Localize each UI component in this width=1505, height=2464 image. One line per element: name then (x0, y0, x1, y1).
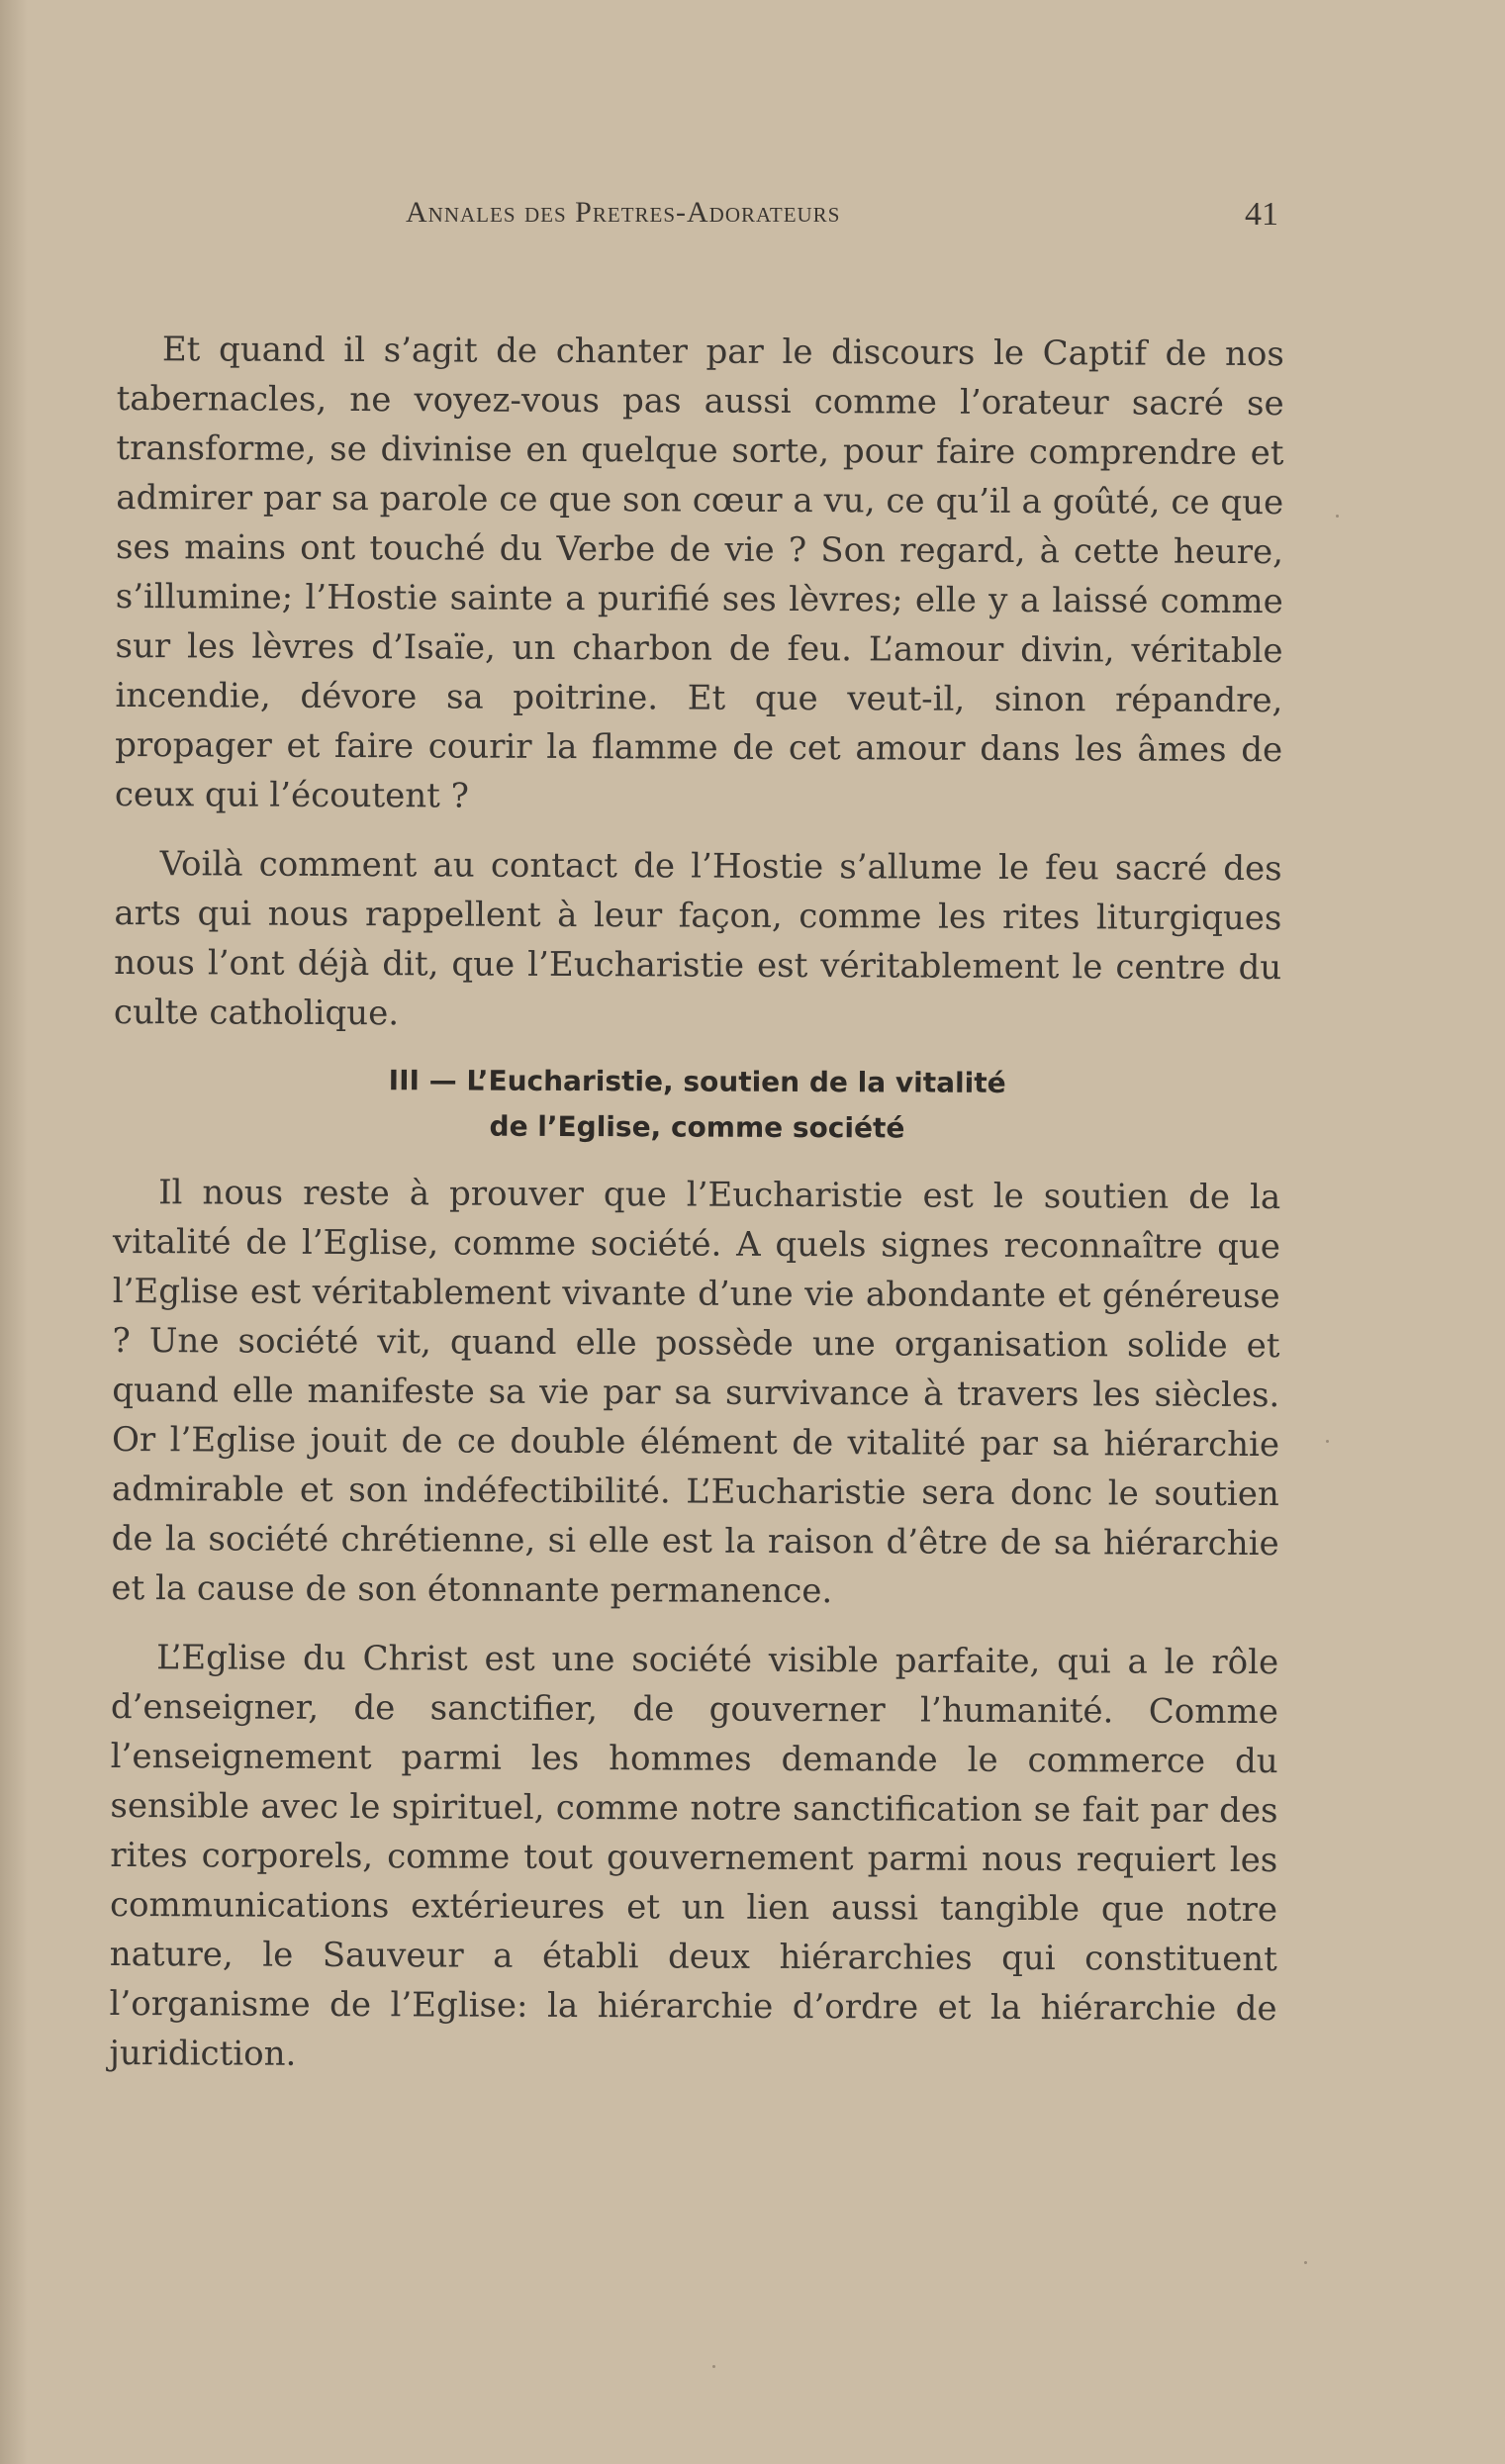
body-text (109, 325, 1284, 2103)
page-edge-shadow (0, 0, 28, 2464)
section-heading (113, 1057, 1280, 1153)
paper-speck (1336, 515, 1339, 518)
paragraph: Il nous reste à prouver que l’Eucharistie est le soutien de la vitalité de l’Eglise, comme société. A quels signes reconnaître que l’Eglise est véritablement vivante d’une vie abondante et généreuse ? Une société vit, quand elle possède une organisation solide et quand elle manifeste sa vie par sa survivance à travers les siècles. Or l’Eglise jouit de ce double élément de vitalité par sa hiérarchie admirable et son indéfectibilité. L’Eucharistie sera donc le soutien de la société chrétienne, si elle est la raison d’être de sa hiérarchie et la cause de son étonnante permanence. (111, 1173, 1281, 1612)
running-head: Annales des Pretres-Adorateurs (406, 196, 841, 229)
paragraph: L’Eglise du Christ est une société visible parfaite, qui a le rôle d’enseigner, de sanctifier, de gouverner l’humanité. Comme l’enseignement parmi les hommes demande le commerce du sensible avec le spirituel, comme notre sanctification se fait par des rites corporels, comme tout gouvernement parmi nous requiert les communications extérieures et un lien aussi tangible que notre nature, le Sauveur a établi deux hiérarchies qui constituent l’organisme de l’Eglise: la hiérarchie d’ordre et la hiérarchie de juridiction. (109, 1638, 1279, 2074)
paper-speck (1304, 2261, 1307, 2264)
paragraph: Et quand il s’agit de chanter par le discours le Captif de nos tabernacles, ne voyez-vous pas aussi comme l’orateur sacré se transforme, se divinise en quelque sorte, pour faire comprendre et admirer par sa parole ce que son cœur a vu, ce qu’il a goûté, ce que ses mains ont touché du Verbe de vie ? Son regard, à cette heure, s’illumine; l’Hostie sainte a purifié ses lèvres; elle y a laissé comme sur les lèvres d’Isaïe, un charbon de feu. L’amour divin, véritable incendie, dévore sa poitrine. Et que veut-il, sinon répandre, propager et faire courir la flamme de cet amour dans les âmes de ceux qui l’écoutent ? (114, 330, 1284, 816)
section-heading-line-1: III — L’Eucharistie, soutien de la vitalité (388, 1064, 1006, 1099)
paper-speck (712, 2365, 715, 2368)
paragraph: Voilà comment au contact de l’Hostie s’allume le feu sacré des arts qui nous rappellent à leur façon, comme les rites liturgiques nous l’ont déjà dit, que l’Eucharistie est véritablement le centre du culte catholique. (113, 844, 1282, 1034)
paper-speck (1326, 1440, 1329, 1443)
section-heading-line-2: de l’Eglise, comme société (489, 1109, 905, 1145)
page-number: 41 (1245, 196, 1278, 233)
